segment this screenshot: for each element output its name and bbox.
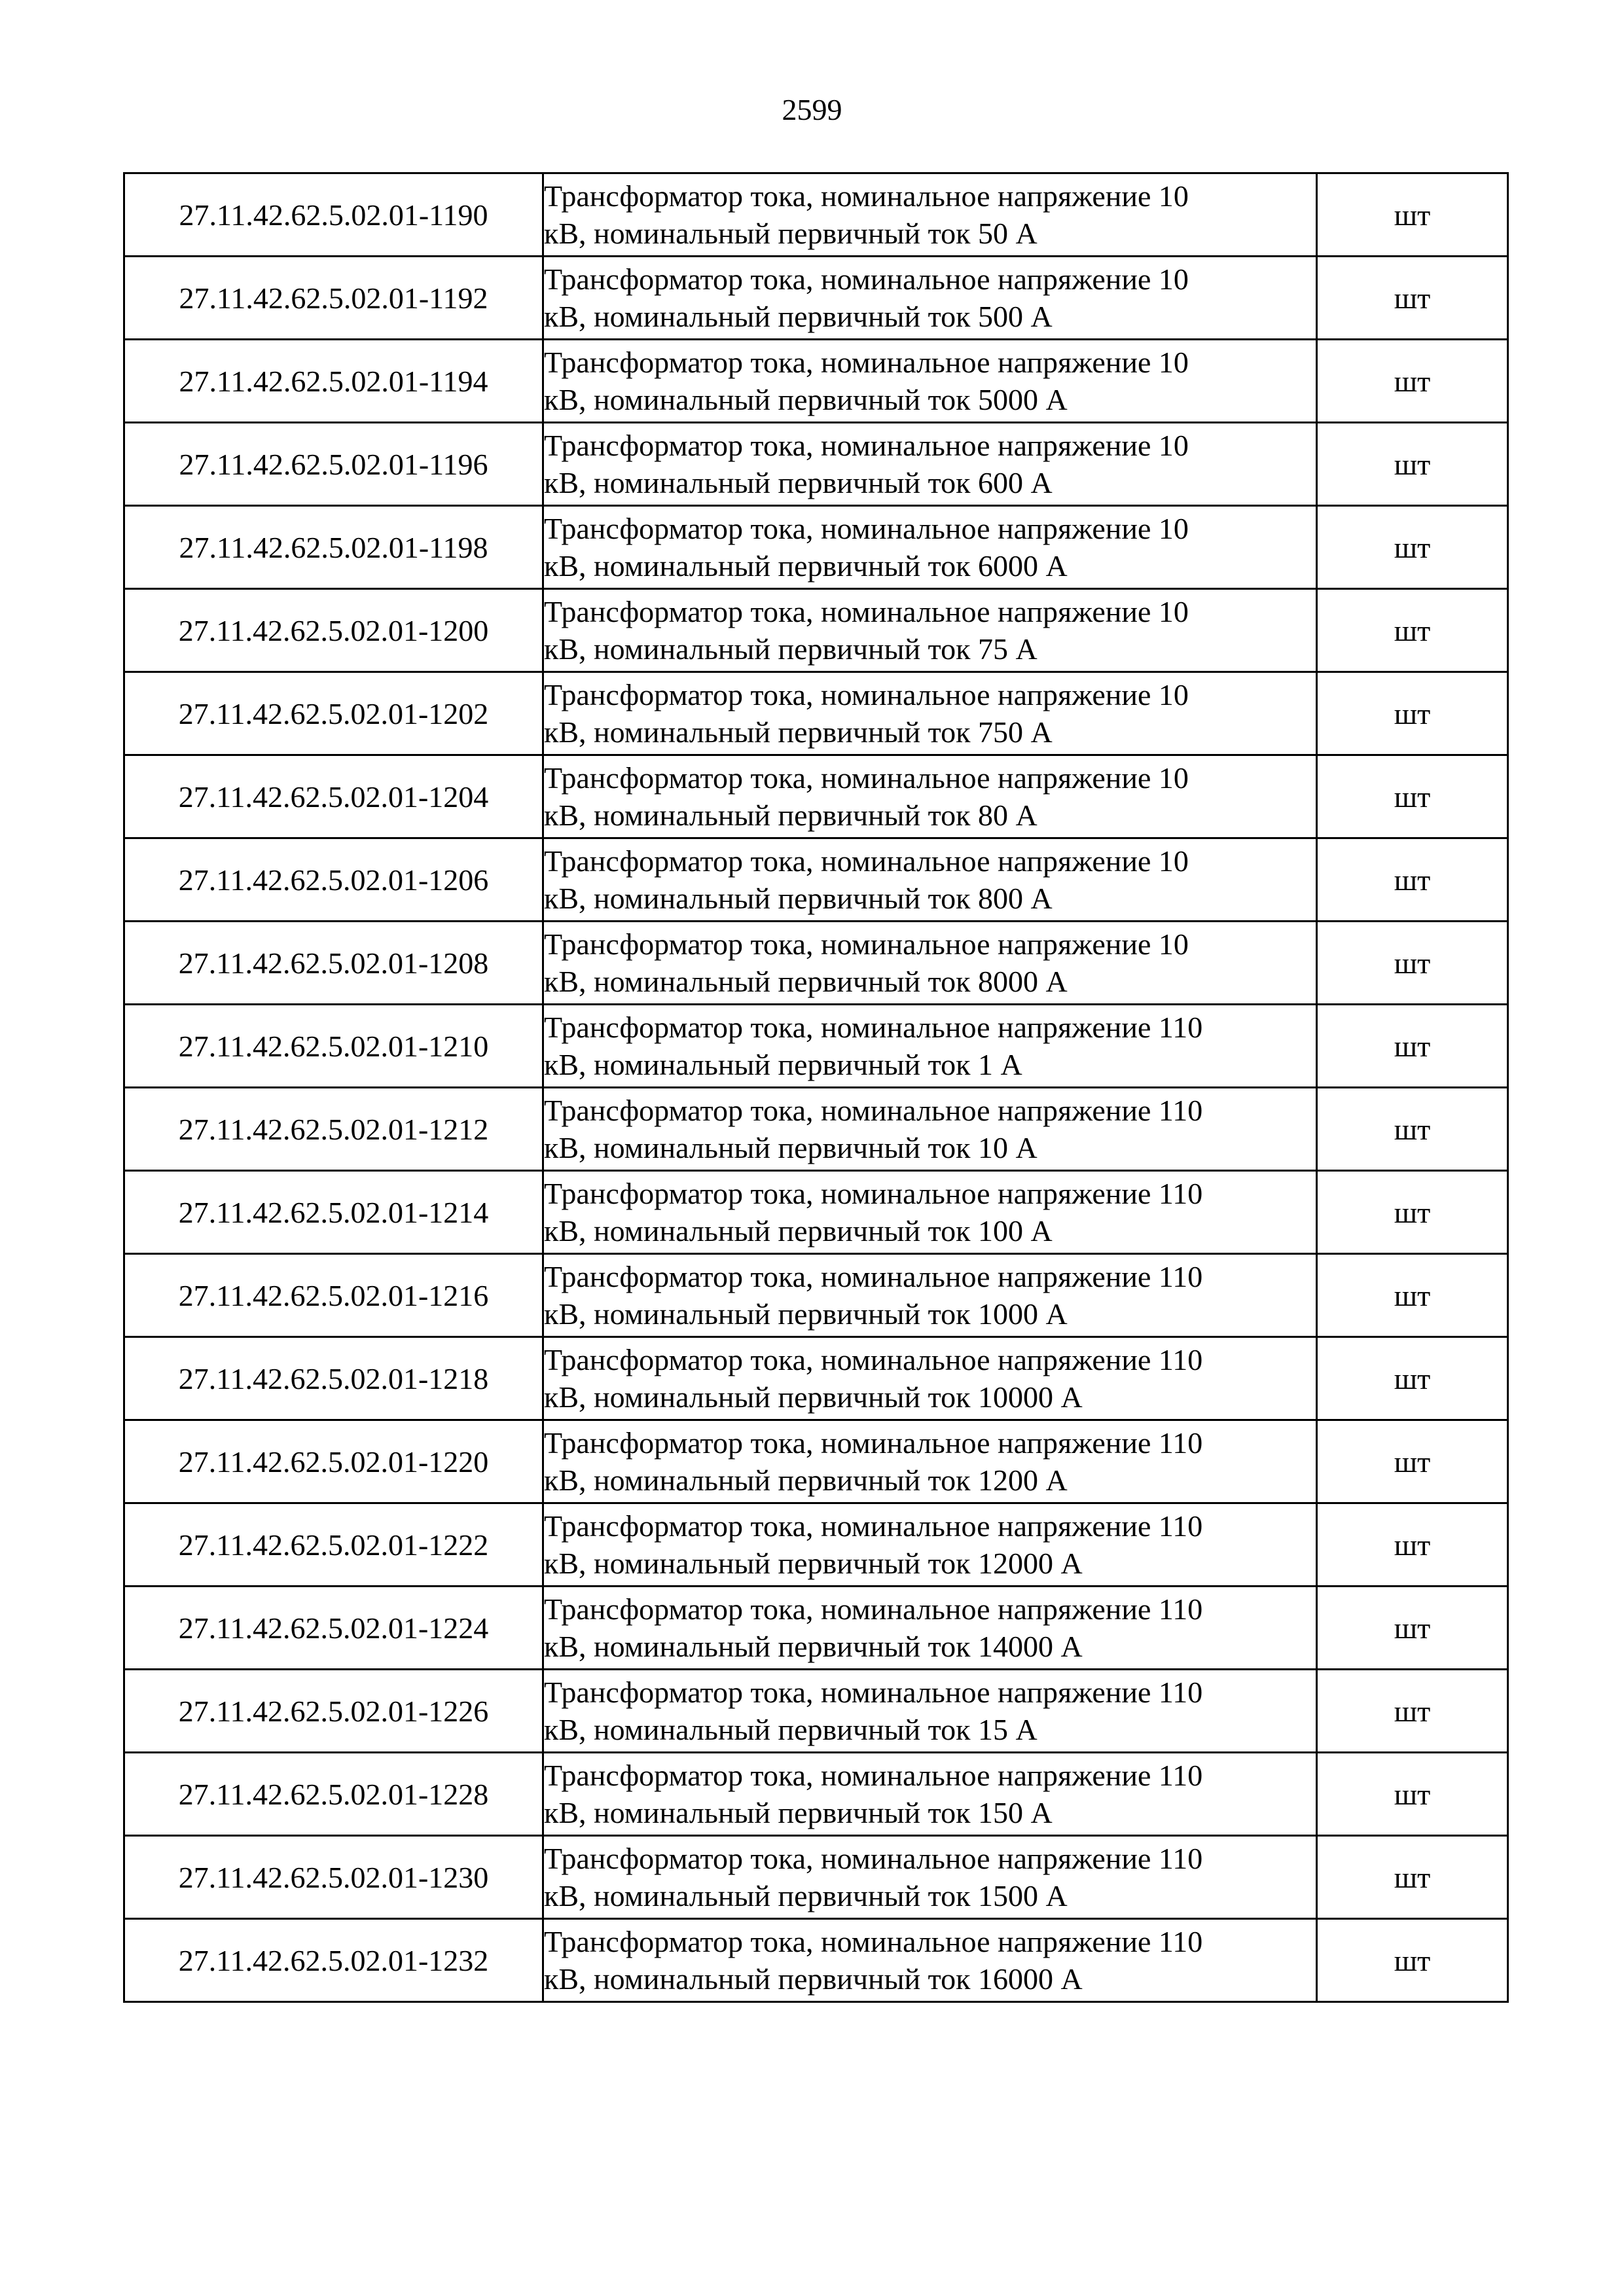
table-row <box>124 1171 1508 1254</box>
table-row <box>124 672 1508 755</box>
resource-name-cell <box>543 423 1317 506</box>
resource-name-line: Трансформатор тока, номинальное напряжение 10 <box>544 678 1189 711</box>
resource-name-line: Трансформатор тока, номинальное напряжение 110 <box>544 1177 1203 1210</box>
resource-name-line: Трансформатор тока, номинальное напряжение 110 <box>544 1509 1203 1543</box>
resource-name-line: Трансформатор тока, номинальное напряжение 10 <box>544 346 1189 379</box>
unit-cell: шт <box>1317 1420 1508 1503</box>
unit-cell: шт <box>1317 1171 1508 1254</box>
resource-name-cell <box>543 672 1317 755</box>
unit-cell: шт <box>1317 1254 1508 1337</box>
resource-name-cell <box>543 755 1317 838</box>
resource-name-line: кВ, номинальный первичный ток 500 А <box>544 300 1053 333</box>
resource-name-line: Трансформатор тока, номинальное напряжение 10 <box>544 761 1189 795</box>
resource-code-cell: 27.11.42.62.5.02.01-1224 <box>124 1587 543 1670</box>
unit-cell: шт <box>1317 922 1508 1005</box>
resource-name-cell <box>543 1503 1317 1587</box>
resource-name-cell <box>543 1420 1317 1503</box>
table-row <box>124 173 1508 257</box>
resource-name-line: кВ, номинальный первичный ток 150 А <box>544 1796 1053 1829</box>
resource-name-line: Трансформатор тока, номинальное напряжение 10 <box>544 512 1189 545</box>
resource-code-cell: 27.11.42.62.5.02.01-1232 <box>124 1919 543 2002</box>
resource-name-cell <box>543 589 1317 672</box>
resource-name-line: кВ, номинальный первичный ток 1200 А <box>544 1463 1068 1497</box>
unit-cell: шт <box>1317 340 1508 423</box>
resource-name-cell <box>543 1587 1317 1670</box>
resource-name-cell <box>543 1836 1317 1919</box>
table-row <box>124 1088 1508 1171</box>
resource-name-line: Трансформатор тока, номинальное напряжение 110 <box>544 1759 1203 1792</box>
resource-name-line: кВ, номинальный первичный ток 600 А <box>544 466 1053 499</box>
resource-name-line: кВ, номинальный первичный ток 750 А <box>544 715 1053 749</box>
resource-code-cell: 27.11.42.62.5.02.01-1218 <box>124 1337 543 1420</box>
table-row <box>124 838 1508 922</box>
resource-name-line: кВ, номинальный первичный ток 1 А <box>544 1048 1022 1081</box>
resource-name-line: кВ, номинальный первичный ток 16000 А <box>544 1962 1083 1996</box>
resource-name-cell <box>543 1171 1317 1254</box>
resource-code-cell: 27.11.42.62.5.02.01-1192 <box>124 257 543 340</box>
table-row <box>124 1503 1508 1587</box>
resource-name-line: Трансформатор тока, номинальное напряжение 110 <box>544 1592 1203 1626</box>
resource-code-cell: 27.11.42.62.5.02.01-1190 <box>124 173 543 257</box>
resource-name-cell <box>543 1919 1317 2002</box>
resource-name-cell <box>543 838 1317 922</box>
resource-name-cell <box>543 1337 1317 1420</box>
unit-cell: шт <box>1317 672 1508 755</box>
resource-name-cell <box>543 1753 1317 1836</box>
resource-name-line: кВ, номинальный первичный ток 15 А <box>544 1713 1038 1746</box>
resource-name-cell <box>543 340 1317 423</box>
unit-cell: шт <box>1317 1005 1508 1088</box>
resource-code-cell: 27.11.42.62.5.02.01-1208 <box>124 922 543 1005</box>
table-row <box>124 506 1508 589</box>
resource-name-line: кВ, номинальный первичный ток 50 А <box>544 217 1038 250</box>
resource-name-line: кВ, номинальный первичный ток 10 А <box>544 1131 1038 1164</box>
table-row <box>124 1337 1508 1420</box>
resource-code-cell: 27.11.42.62.5.02.01-1194 <box>124 340 543 423</box>
resource-code-cell: 27.11.42.62.5.02.01-1216 <box>124 1254 543 1337</box>
table-row <box>124 1254 1508 1337</box>
resource-code-cell: 27.11.42.62.5.02.01-1222 <box>124 1503 543 1587</box>
unit-cell: шт <box>1317 1587 1508 1670</box>
resource-name-line: Трансформатор тока, номинальное напряжение 110 <box>544 1925 1203 1958</box>
table-row <box>124 1005 1508 1088</box>
table-row <box>124 1587 1508 1670</box>
table-row <box>124 1670 1508 1753</box>
resource-code-cell: 27.11.42.62.5.02.01-1214 <box>124 1171 543 1254</box>
resource-name-cell <box>543 1254 1317 1337</box>
unit-cell: шт <box>1317 1836 1508 1919</box>
unit-cell: шт <box>1317 1670 1508 1753</box>
unit-cell: шт <box>1317 1088 1508 1171</box>
resource-code-cell: 27.11.42.62.5.02.01-1198 <box>124 506 543 589</box>
resource-code-cell: 27.11.42.62.5.02.01-1220 <box>124 1420 543 1503</box>
unit-cell: шт <box>1317 423 1508 506</box>
table-row <box>124 922 1508 1005</box>
resource-name-cell <box>543 257 1317 340</box>
resource-name-line: Трансформатор тока, номинальное напряжение 10 <box>544 844 1189 878</box>
resource-code-cell: 27.11.42.62.5.02.01-1226 <box>124 1670 543 1753</box>
resource-name-line: кВ, номинальный первичный ток 1000 А <box>544 1297 1068 1331</box>
resource-name-cell <box>543 506 1317 589</box>
resource-name-line: Трансформатор тока, номинальное напряжение 110 <box>544 1094 1203 1127</box>
table-row <box>124 755 1508 838</box>
resource-name-line: Трансформатор тока, номинальное напряжение 10 <box>544 179 1189 213</box>
resource-name-line: Трансформатор тока, номинальное напряжение 110 <box>544 1842 1203 1875</box>
unit-cell: шт <box>1317 506 1508 589</box>
table-row <box>124 1836 1508 1919</box>
resource-name-line: кВ, номинальный первичный ток 80 А <box>544 798 1038 832</box>
resource-name-line: Трансформатор тока, номинальное напряжение 110 <box>544 1426 1203 1460</box>
resource-name-line: кВ, номинальный первичный ток 12000 А <box>544 1547 1083 1580</box>
resource-name-line: Трансформатор тока, номинальное напряжение 110 <box>544 1676 1203 1709</box>
table-row <box>124 589 1508 672</box>
resource-code-cell: 27.11.42.62.5.02.01-1212 <box>124 1088 543 1171</box>
resource-name-cell <box>543 173 1317 257</box>
resource-name-cell <box>543 1088 1317 1171</box>
resource-name-cell <box>543 922 1317 1005</box>
unit-cell: шт <box>1317 838 1508 922</box>
unit-cell: шт <box>1317 257 1508 340</box>
table-row <box>124 257 1508 340</box>
unit-cell: шт <box>1317 589 1508 672</box>
unit-cell: шт <box>1317 1337 1508 1420</box>
unit-cell: шт <box>1317 1753 1508 1836</box>
resource-name-line: кВ, номинальный первичный ток 6000 А <box>544 549 1068 583</box>
table-row <box>124 1919 1508 2002</box>
resource-name-line: Трансформатор тока, номинальное напряжение 10 <box>544 262 1189 296</box>
resource-name-line: кВ, номинальный первичный ток 75 А <box>544 632 1038 666</box>
table-row <box>124 1420 1508 1503</box>
resource-code-cell: 27.11.42.62.5.02.01-1200 <box>124 589 543 672</box>
table-row <box>124 340 1508 423</box>
resource-name-cell <box>543 1670 1317 1753</box>
resource-name-line: кВ, номинальный первичный ток 800 А <box>544 882 1053 915</box>
unit-cell: шт <box>1317 173 1508 257</box>
resource-code-cell: 27.11.42.62.5.02.01-1210 <box>124 1005 543 1088</box>
resource-code-cell: 27.11.42.62.5.02.01-1196 <box>124 423 543 506</box>
resource-name-line: кВ, номинальный первичный ток 1500 А <box>544 1879 1068 1912</box>
resource-code-cell: 27.11.42.62.5.02.01-1204 <box>124 755 543 838</box>
resource-name-cell <box>543 1005 1317 1088</box>
resource-name-line: Трансформатор тока, номинальное напряжение 10 <box>544 429 1189 462</box>
resource-code-cell: 27.11.42.62.5.02.01-1202 <box>124 672 543 755</box>
resource-code-cell: 27.11.42.62.5.02.01-1230 <box>124 1836 543 1919</box>
resource-name-line: Трансформатор тока, номинальное напряжение 110 <box>544 1343 1203 1376</box>
resource-code-cell: 27.11.42.62.5.02.01-1206 <box>124 838 543 922</box>
table-row <box>124 423 1508 506</box>
unit-cell: шт <box>1317 755 1508 838</box>
resource-name-line: Трансформатор тока, номинальное напряжение 10 <box>544 595 1189 628</box>
resource-name-line: Трансформатор тока, номинальное напряжение 10 <box>544 927 1189 961</box>
resource-name-line: Трансформатор тока, номинальное напряжение 110 <box>544 1260 1203 1293</box>
resource-name-line: кВ, номинальный первичный ток 14000 А <box>544 1630 1083 1663</box>
resource-name-line: кВ, номинальный первичный ток 5000 А <box>544 383 1068 416</box>
resource-name-line: кВ, номинальный первичный ток 100 А <box>544 1214 1053 1247</box>
page-number: 2599 <box>782 93 842 126</box>
table-row <box>124 1753 1508 1836</box>
resource-table <box>123 172 1509 2003</box>
resource-name-line: кВ, номинальный первичный ток 10000 А <box>544 1380 1083 1414</box>
table-body <box>124 173 1508 2002</box>
resource-code-cell: 27.11.42.62.5.02.01-1228 <box>124 1753 543 1836</box>
resource-name-line: Трансформатор тока, номинальное напряжение 110 <box>544 1011 1203 1044</box>
resource-name-line: кВ, номинальный первичный ток 8000 А <box>544 965 1068 998</box>
unit-cell: шт <box>1317 1503 1508 1587</box>
unit-cell: шт <box>1317 1919 1508 2002</box>
